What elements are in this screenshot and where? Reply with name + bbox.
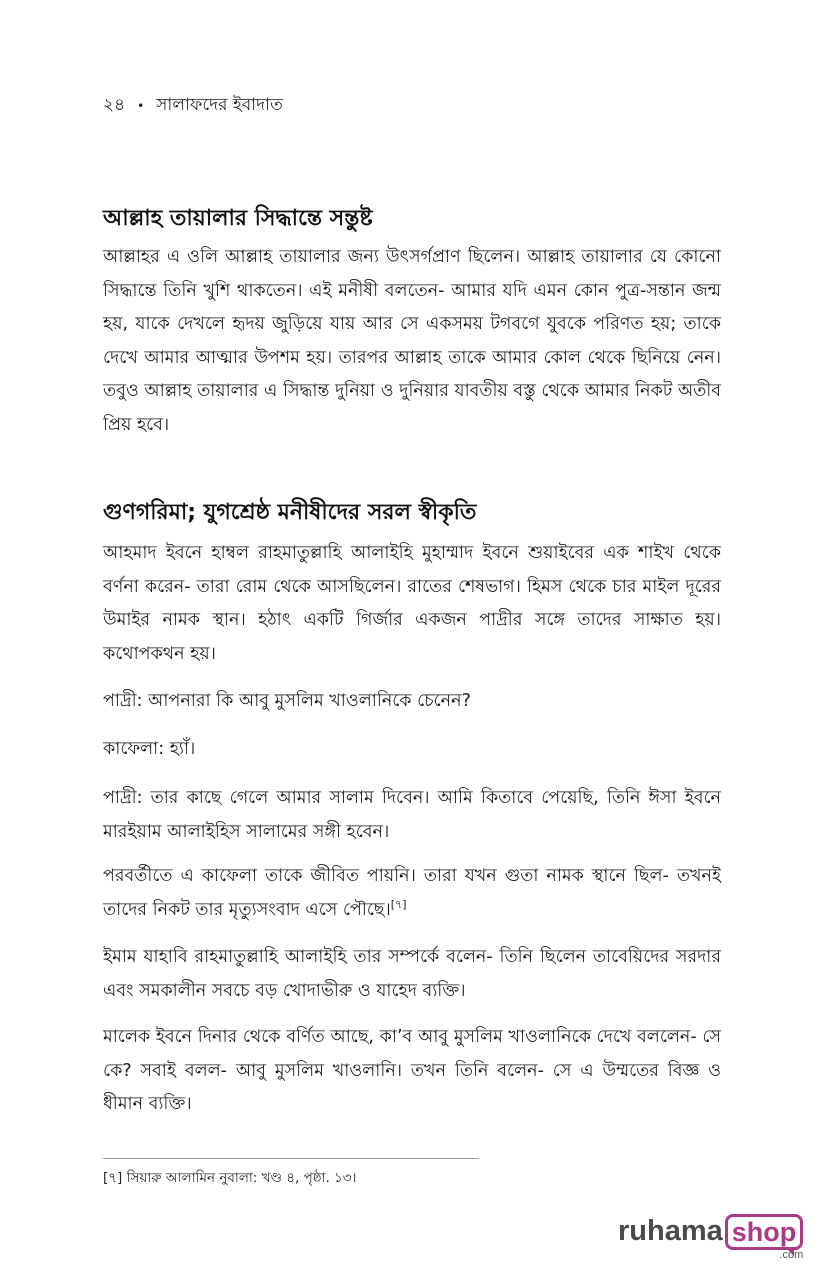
paragraph-priest-question: পাদ্রী: আপনারা কি আবু মুসলিম খাওলানিকে চেনেন? [103, 691, 471, 711]
paragraph-death-news [103, 860, 721, 927]
logo-word-shop: shop [725, 1214, 804, 1250]
book-title: সালাফদের ইবাদাত [156, 95, 283, 115]
bullet-separator: • [137, 99, 145, 113]
section-heading-virtues: গুণগরিমা; যুগশ্রেষ্ঠ মনীষীদের সরল স্বীকৃতি [103, 500, 477, 525]
footnote-divider [103, 1158, 479, 1159]
running-head [103, 92, 283, 120]
paragraph-contentment: আল্লাহর এ ওলি আল্লাহ তায়ালার জন্য উৎসর্গপ্রাণ ছিলেন। আল্লাহ তায়ালার যে কোনো সিদ্ধান্তে তিনি খুশি থাকতেন। এই মনীষী বলতেন- আমার যদি এমন কোন পুত্র-সন্তান জন্ম হয়, যাকে দেখলে হৃদয় জুড়িয়ে যায় আর সে একসময় টগবগে যুবকে পরিণত হয়; তাকে দেখে আমার আত্মার উপশম হয়। তারপর আল্লাহ তাকে আমার কোল থেকে ছিনিয়ে নেন। তবুও আল্লাহ তায়ালার এ সিদ্ধান্ত দুনিয়া ও দুনিয়ার যাবতীয় বস্তু থেকে আমার নিকট অতীব প্রিয় হবে। [103, 247, 721, 435]
logo-word-ruhama: ruhama [618, 1215, 723, 1247]
paragraph-malik: মালেক ইবনে দিনার থেকে বর্ণিত আছে, কা’ব আবু মুসলিম খাওলানিকে দেখে বললেন- সে কে? সবাই বলল- আবু মুসলিম খাওলানি। তখন তিনি বলেন- সে এ উম্মতের বিজ্ঞ ও ধীমান ব্যক্তি। [103, 1027, 721, 1114]
ruhamashop-logo [618, 1213, 803, 1261]
paragraph-caravan-reply: কাফেলা: হ্যাঁ। [103, 739, 196, 759]
death-news-text: পরবর্তীতে এ কাফেলা তাকে জীবিত পায়নি। তারা যখন গুতা নামক স্থানে ছিল- তখনই তাদের নিকট তার মৃত্যুসংবাদ এসে পৌছে। [103, 866, 721, 920]
page-number: ২৪ [103, 95, 126, 115]
logo-suffix: .com [779, 1249, 804, 1261]
paragraph-narration: আহমাদ ইবনে হাম্বল রাহমাতুল্লাহি আলাইহি মুহাম্মাদ ইবনে শুয়াইবের এক শাইখ থেকে বর্ণনা করেন- তারা রোম থেকে আসছিলেন। রাতের শেষভাগ। হিমস থেকে চার মাইল দূরের উমাইর নামক স্থান। হঠাৎ একটি গির্জার একজন পাদ্রীর সঙ্গে তাদের সাক্ষাত হয়। কথোপকথন হয়। [103, 543, 721, 664]
paragraph-dhahabi: ইমাম যাহাবি রাহমাতুল্লাহি আলাইহি তার সম্পর্কে বলেন- তিনি ছিলেন তাবেয়িদের সরদার এবং সমকালীন সবচে বড় খোদাভীরু ও যাহেদ ব্যক্তি। [103, 947, 721, 1001]
footnote-text: [৭] সিয়ারু আলামিন নুবালা: খণ্ড ৪, পৃষ্ঠা. ১৩। [103, 1170, 357, 1186]
section-heading-contentment: আল্লাহ তায়ালার সিদ্ধান্তে সন্তুষ্ট [103, 206, 373, 231]
paragraph-priest-greeting: পাদ্রী: তার কাছে গেলে আমার সালাম দিবেন। আমি কিতাবে পেয়েছি, তিনি ঈসা ইবনে মারইয়াম আলাইহিস সালামের সঙ্গী হবেন। [103, 788, 721, 842]
footnote-reference[interactable]: [৭] [390, 897, 407, 911]
